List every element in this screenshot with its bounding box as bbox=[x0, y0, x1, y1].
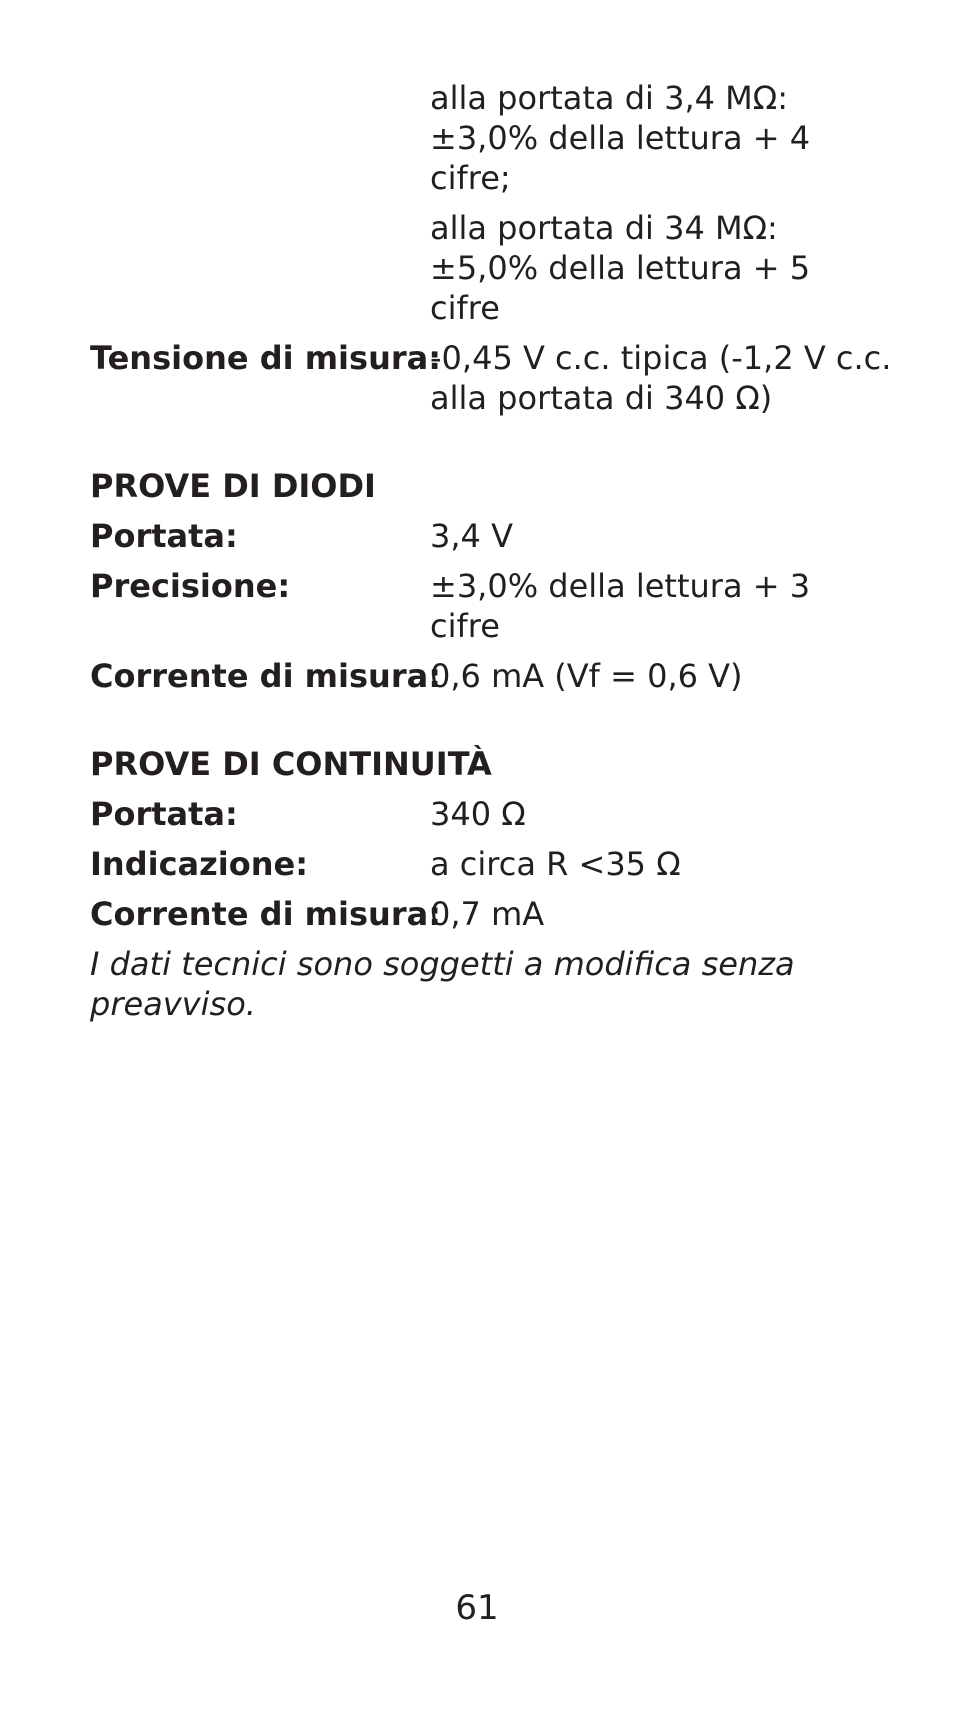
value-line: cifre bbox=[430, 289, 500, 327]
spec-value-diode-range: 3,4 V bbox=[430, 517, 513, 555]
spec-value-test-voltage bbox=[430, 338, 891, 418]
spec-row-continuity-current bbox=[90, 894, 890, 934]
spec-label-diode-range: Portata: bbox=[90, 517, 238, 555]
spec-row-continuity-range bbox=[90, 794, 890, 834]
spec-row-diode-accuracy bbox=[90, 566, 890, 646]
section-heading-continuity-test: PROVE DI CONTINUITÀ bbox=[90, 745, 492, 783]
spec-row-diode-range bbox=[90, 516, 890, 556]
page-number: 61 bbox=[455, 1588, 499, 1628]
spec-value-continuity-current: 0,7 mA bbox=[430, 895, 545, 933]
spec-value-continuity-range: 340 Ω bbox=[430, 795, 526, 833]
spec-row-test-voltage bbox=[90, 338, 890, 418]
value-line: ±3,0% della lettura + 3 bbox=[430, 567, 811, 605]
spec-label-continuity-indication: Indicazione: bbox=[90, 845, 308, 883]
spec-value-continuity-indication: a circa R <35 Ω bbox=[430, 845, 681, 883]
spec-page bbox=[90, 78, 890, 1024]
value-line: -0,45 V c.c. tipica (-1,2 V c.c. bbox=[430, 339, 892, 377]
note-line: preavviso. bbox=[90, 985, 256, 1023]
spec-label-continuity-range: Portata: bbox=[90, 795, 238, 833]
spec-row-accuracy-3-4M bbox=[90, 78, 890, 198]
value-line: ±5,0% della lettura + 5 bbox=[430, 249, 811, 287]
value-line: ±3,0% della lettura + 4 bbox=[430, 119, 811, 157]
spec-row-diode-current bbox=[90, 656, 890, 696]
section-heading-diode-test: PROVE DI DIODI bbox=[90, 467, 376, 505]
value-line: cifre bbox=[430, 607, 500, 645]
specification-change-note bbox=[90, 944, 890, 1024]
spec-value-accuracy-3-4M bbox=[430, 78, 890, 198]
spec-label-continuity-current: Corrente di misura: bbox=[90, 895, 441, 933]
note-line: I dati tecnici sono soggetti a modifica senza bbox=[90, 945, 795, 983]
spec-value-accuracy-34M bbox=[430, 208, 890, 328]
spec-label-test-voltage: Tensione di misura: bbox=[90, 339, 442, 377]
value-line: alla portata di 340 Ω) bbox=[430, 379, 773, 417]
value-line: alla portata di 34 MΩ: bbox=[430, 209, 778, 247]
spec-value-diode-accuracy bbox=[430, 566, 890, 646]
spec-label-diode-current: Corrente di misura: bbox=[90, 657, 441, 695]
value-line: alla portata di 3,4 MΩ: bbox=[430, 79, 788, 117]
value-line: cifre; bbox=[430, 159, 511, 197]
spec-row-continuity-indication bbox=[90, 844, 890, 884]
spec-row-accuracy-34M bbox=[90, 208, 890, 328]
spec-value-diode-current: 0,6 mA (Vf = 0,6 V) bbox=[430, 657, 743, 695]
spec-label-diode-accuracy: Precisione: bbox=[90, 567, 291, 605]
